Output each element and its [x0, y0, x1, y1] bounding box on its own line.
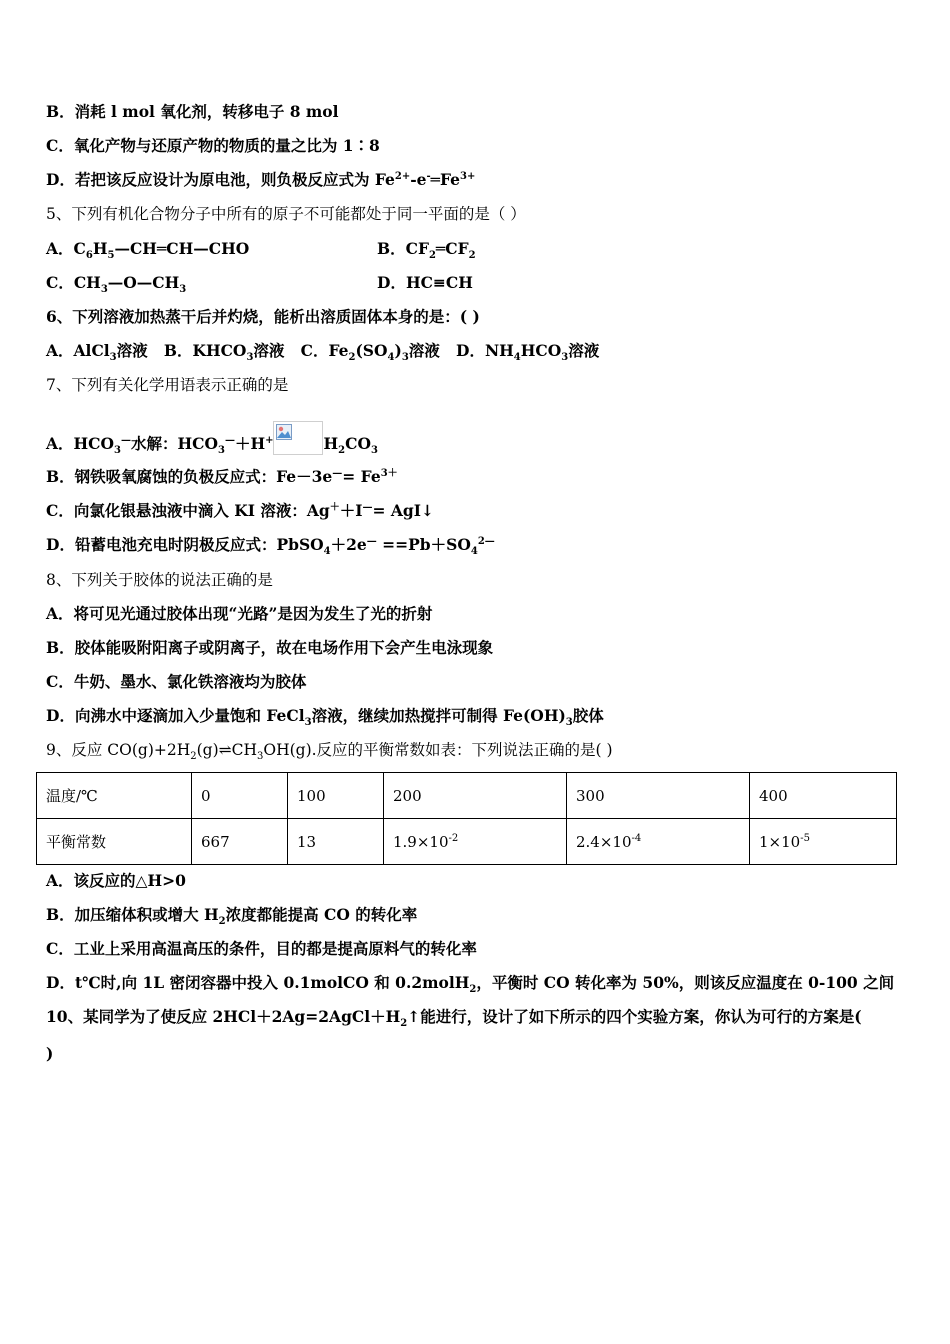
table-cell: 13 [288, 819, 384, 865]
q5-options-row1 [46, 239, 746, 262]
q5-options-row2 [46, 273, 746, 296]
q6-option-c: C．$Fe_2(SO_4)_3$溶液 [300, 341, 440, 364]
q5-option-b: B．$CF_2═CF_2$ [377, 239, 476, 262]
table-cell: 温度/℃ [37, 773, 192, 819]
q7-option-b: B．钢铁吸氧腐蚀的负极反应式：$Fe-3e^—= Fe^{3+}$ [46, 467, 398, 486]
q4-option-b: B．消耗 l mol 氧化剂，转移电子 8 mol [46, 102, 339, 121]
q6-option-b: B．$KHCO_3$溶液 [163, 341, 285, 364]
q8-option-a: A．将可见光通过胶体出现“光路”是因为发生了光的折射 [46, 604, 433, 623]
q9-option-d: D．t℃时,向 1L 密闭容器中投入 0.1molCO 和 0.2molH$_2$，平衡时 CO 转化率为 50%，则该反应温度在 0-100 之间 [46, 973, 895, 996]
q5-stem: 5、下列有机化合物分子中所有的原子不可能都处于同一平面的是（ ） [46, 205, 526, 223]
q5-option-a: A．$C_6H_5—CH═CH—CHO$ [46, 239, 250, 262]
table-cell: 300 [567, 773, 750, 819]
q7-stem: 7、下列有关化学用语表示正确的是 [46, 376, 289, 394]
table-cell: 100 [288, 773, 384, 819]
table-cell: 667 [192, 819, 288, 865]
q9-option-c: C．工业上采用高温高压的条件，目的都是提高原料气的转化率 [46, 939, 477, 958]
q4-option-d: D．若把该反应设计为原电池，则负极反应式为 $Fe^{2+}-e^-═Fe^{3+}$ [46, 170, 476, 189]
q8-stem: 8、下列关于胶体的说法正确的是 [46, 571, 273, 589]
table-cell: 400 [750, 773, 897, 819]
broken-image-icon [273, 421, 323, 455]
q6-option-d: D．$NH_4HCO_3$溶液 [456, 341, 600, 364]
q8-option-c: C．牛奶、墨水、氯化铁溶液均为胶体 [46, 672, 307, 691]
q4-option-c: C．氧化产物与还原产物的物质的量之比为 1∶8 [46, 136, 380, 155]
table-cell: 0 [192, 773, 288, 819]
table-cell: $2.4\times 10^{-4}$ [567, 819, 750, 865]
q6-options [46, 341, 600, 364]
table-row [37, 819, 897, 865]
equilibrium-constant-table [36, 772, 897, 865]
q6-stem: 6、下列溶液加热蒸干后并灼烧，能析出溶质固体本身的是：( ) [46, 307, 480, 326]
q7-option-c: C．向氯化银悬浊液中滴入 KI 溶液：Ag＋＋I—= AgI↓ [46, 501, 434, 520]
q9-stem: 9、反应 $CO(g)+2H_2(g)\rightleftharpoons CH_3OH(g)$.反应的平衡常数如表：下列说法正确的是( ) [46, 741, 613, 763]
q10-stem: 10、某同学为了使反应 $2HCl+2Ag=2AgCl+H_2↑$能进行，设计了如下所示的四个实验方案，你认为可行的方案是( [46, 1007, 862, 1030]
q7-option-a: A．$HCO_3^—$水解：$HCO_3^—+H^+$ $H_2CO_3$ [46, 421, 378, 455]
q9-option-b: B．加压缩体积或增大 $H_2$浓度都能提高 CO 的转化率 [46, 905, 418, 928]
q6-option-a: A．AlCl$_3$溶液 [46, 341, 148, 364]
q5-option-c: C．$CH_3—O—CH_3$ [46, 273, 187, 296]
q5-option-d: D．HC≡CH [377, 273, 473, 292]
q8-option-d: D．向沸水中逐滴加入少量饱和 FeCl$_3$溶液，继续加热搅拌可制得 $Fe(OH)_3$胶体 [46, 706, 604, 729]
table-cell: $1.9\times 10^{-2}$ [384, 819, 567, 865]
q8-option-b: B．胶体能吸附阳离子或阴离子，故在电场作用下会产生电泳现象 [46, 638, 494, 657]
q10-stem-end: ) [46, 1044, 54, 1063]
table-cell: 200 [384, 773, 567, 819]
table-row [37, 773, 897, 819]
table-cell: 平衡常数 [37, 819, 192, 865]
table-cell: $1\times 10^{-5}$ [750, 819, 897, 865]
q9-option-a: A．该反应的△H>0 [46, 871, 186, 890]
q7-option-d: D．铅蓄电池充电时阴极反应式：PbSO$_4$＋2e— $==Pb+SO_4^{2—}$ [46, 535, 495, 558]
